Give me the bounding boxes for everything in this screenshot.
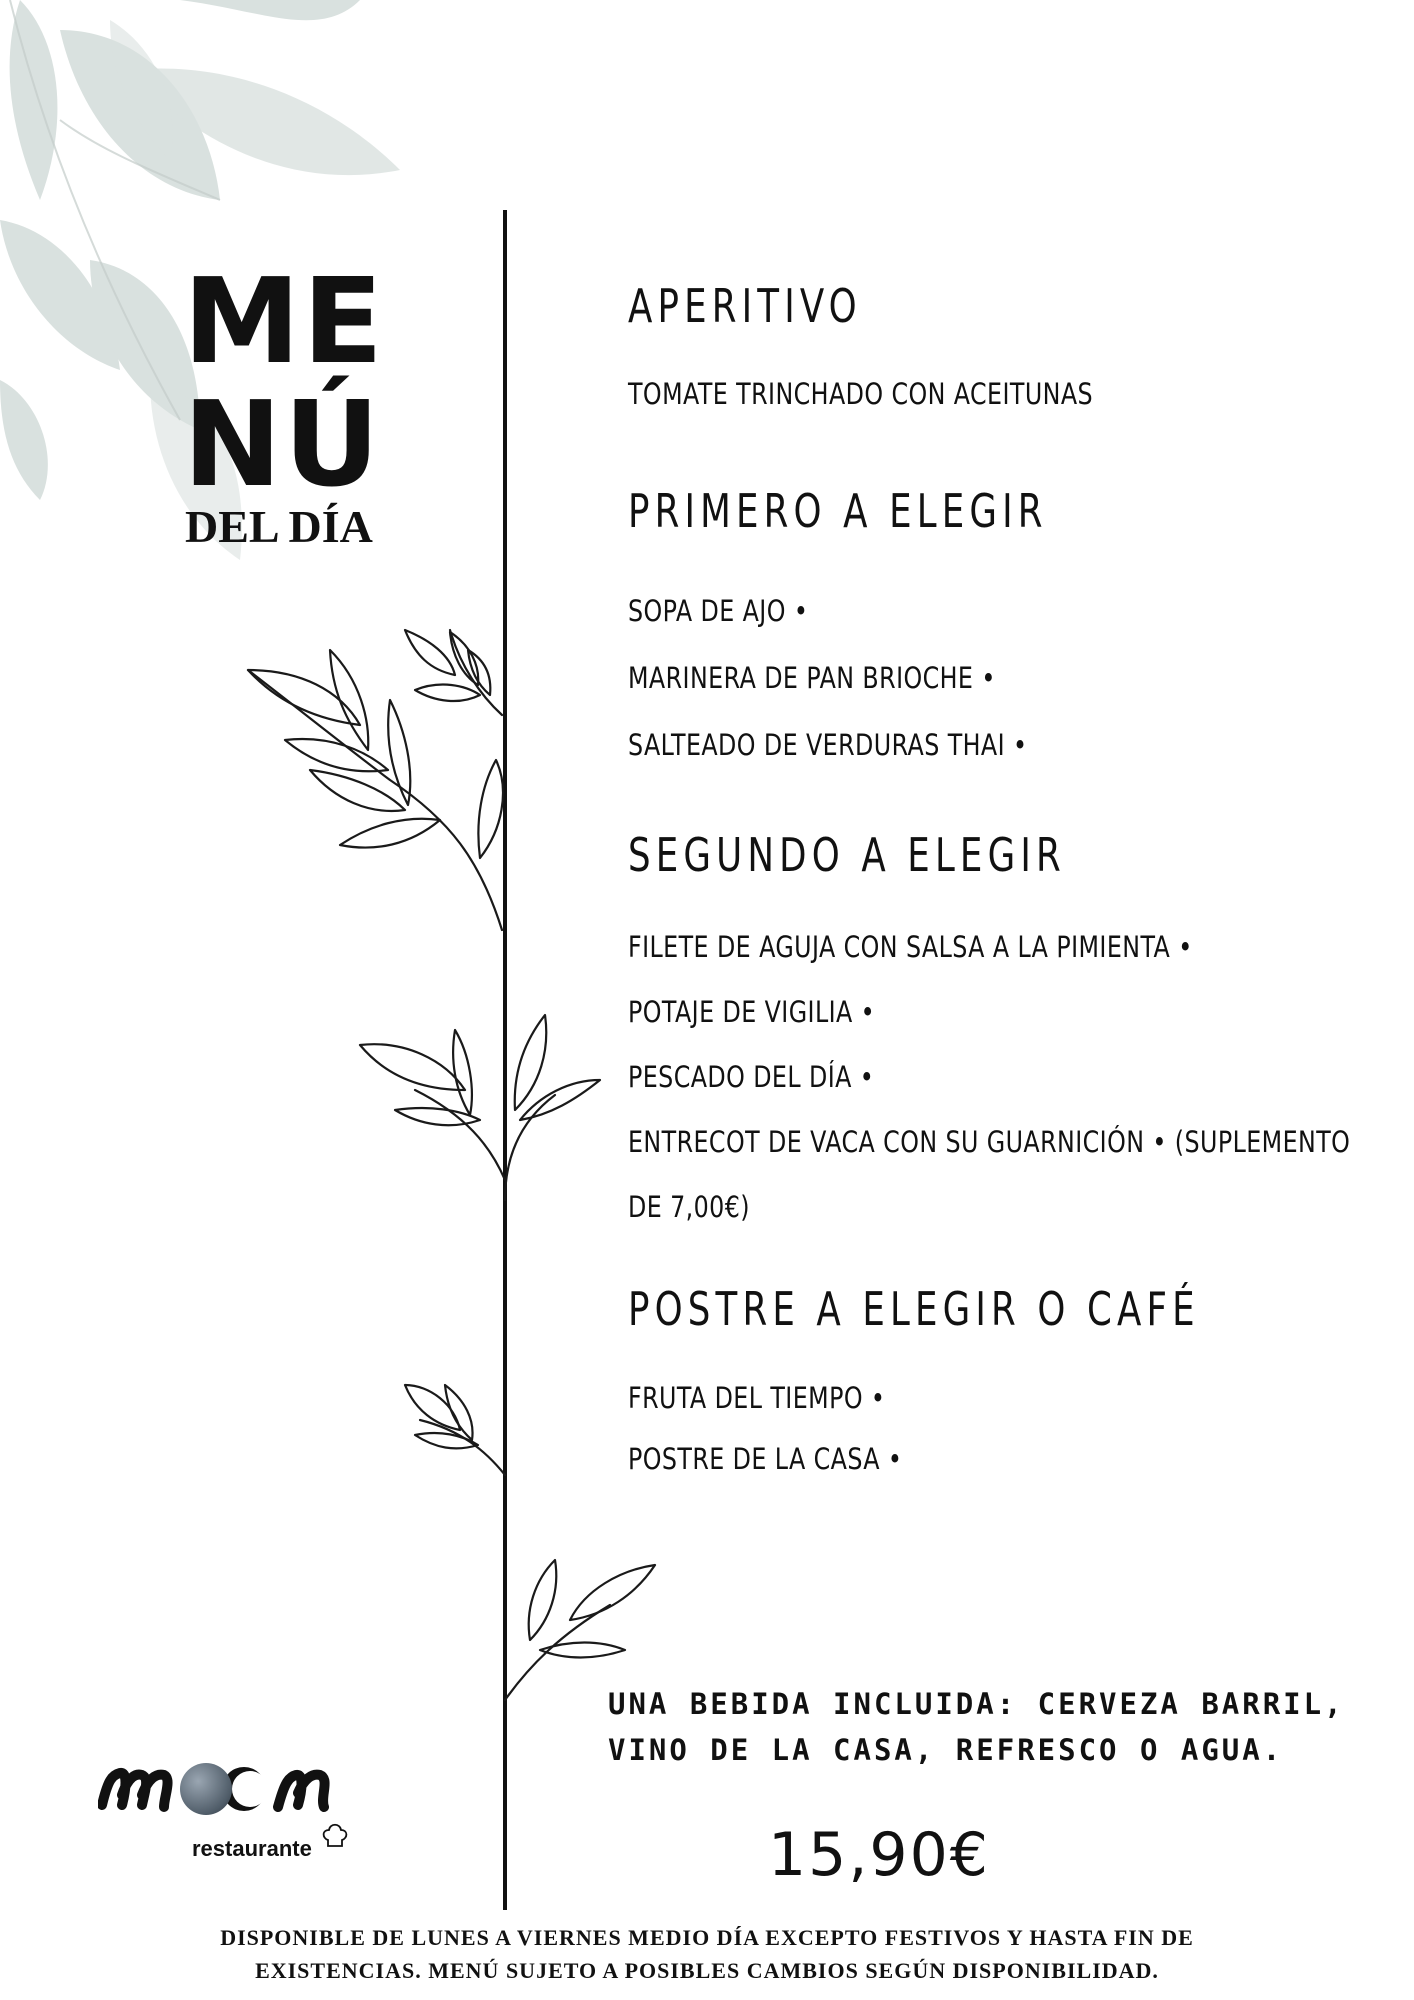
section-title-aperitivo: APERITIVO [628, 279, 862, 333]
menu-title-line2: NÚ [183, 375, 382, 513]
leaf-branch-icon [240, 620, 510, 940]
menu-price: 15,90€ [768, 1820, 990, 1890]
moon-icon [180, 1763, 232, 1815]
menu-item: DE 7,00€) [628, 1190, 750, 1224]
leaf-branch-icon [500, 1555, 660, 1705]
menu-item: POTAJE DE VIGILIA • [628, 995, 876, 1029]
menu-item: FRUTA DEL TIEMPO • [628, 1381, 886, 1415]
logo-subtitle: restaurante [192, 1836, 312, 1861]
footer-note-line1: DISPONIBLE DE LUNES A VIERNES MEDIO DÍA EXCEPTO FESTIVOS Y HASTA FIN DE [220, 1925, 1194, 1950]
menu-title-line3: DEL DÍA [185, 501, 373, 552]
menu-item: PESCADO DEL DÍA • [628, 1060, 875, 1094]
menu-item: SALTEADO DE VERDURAS THAI • [628, 728, 1028, 762]
menu-item: SOPA DE AJO • [628, 594, 809, 628]
menu-item: POSTRE DE LA CASA • [628, 1442, 903, 1476]
menu-item: TOMATE TRINCHADO CON ACEITUNAS [628, 377, 1094, 411]
chef-hat-icon [320, 1820, 350, 1850]
menu-item: ENTRECOT DE VACA CON SU GUARNICIÓN • (SUPLEMENTO [628, 1125, 1351, 1159]
menu-item: MARINERA DE PAN BRIOCHE • [628, 661, 996, 695]
leaf-branch-icon [355, 1005, 605, 1205]
section-title-postre: POSTRE A ELEGIR O CAFÉ [628, 1282, 1200, 1336]
section-title-segundo: SEGUNDO A ELEGIR [628, 828, 1066, 882]
footer-note-line2: EXISTENCIAS. MENÚ SUJETO A POSIBLES CAMBIOS SEGÚN DISPONIBILIDAD. [255, 1958, 1159, 1983]
menu-item: FILETE DE AGUJA CON SALSA A LA PIMIENTA • [628, 930, 1193, 964]
section-title-primero: PRIMERO A ELEGIR [628, 484, 1048, 538]
drink-info-line1: UNA BEBIDA INCLUIDA: CERVEZA BARRIL, [608, 1687, 1345, 1721]
leaf-branch-icon [400, 1380, 510, 1480]
drink-info-line2: VINO DE LA CASA, REFRESCO O AGUA. [608, 1733, 1284, 1767]
menu-title-line1: ME [183, 252, 386, 390]
